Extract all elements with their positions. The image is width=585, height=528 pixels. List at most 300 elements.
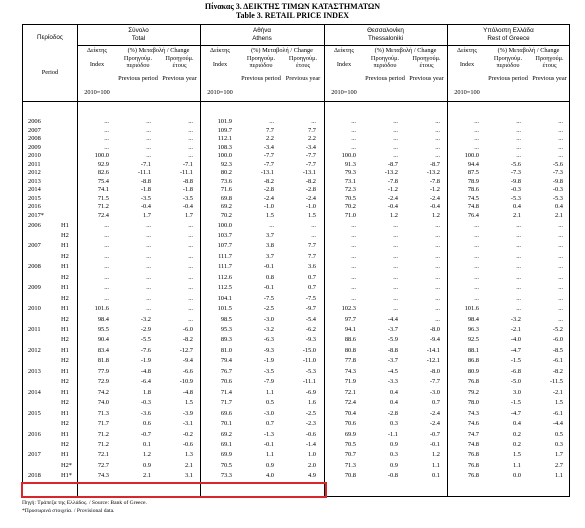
table-cell: -8.8 [387,346,398,354]
table-cell: ... [474,242,479,250]
table-cell: 74.5 [467,194,479,202]
table-row [23,326,570,334]
table-cell: 79.3 [344,169,356,176]
table-cell: ... [146,143,151,151]
subheader-change: (%) Μεταβολή / Change [497,47,560,54]
table-cell: -0.1 [263,284,274,292]
table-cell: 76.4 [467,211,479,219]
table-cell: ... [558,135,563,142]
table-cell: ... [188,284,193,292]
table-cell: ... [435,242,440,250]
table-cell: 77.8 [344,357,356,365]
table-cell: ... [435,118,440,125]
table-cell: ... [516,273,521,281]
table-row [23,152,570,160]
table-cell: -0.3 [552,186,563,193]
table-cell: ... [474,294,479,302]
table-cell: ... [435,263,440,271]
table-cell: 83.4 [97,346,109,354]
table-cell: ... [351,284,356,292]
table-cell: -1.8 [140,186,151,193]
table-cell: ... [351,273,356,281]
group-header-athens-greek: Αθήνα [253,27,271,34]
row-half: H1 [61,305,69,313]
row-half: H1 [61,242,69,250]
table-cell: -0.1 [263,263,274,271]
table-cell: ... [516,221,521,229]
table-cell: -8.0 [429,326,440,333]
table-cell: ... [393,126,398,134]
table-cell: -7.7 [305,160,316,168]
table-row [23,431,570,439]
table-row [23,410,570,418]
table-cell: 1.7 [185,211,193,219]
row-half: H1 [61,346,69,354]
table-cell: -5.6 [552,160,563,168]
row-half: H1 [61,284,69,292]
table-cell: ... [393,118,398,125]
table-cell: ... [146,273,151,281]
table-cell: 2.1 [513,211,521,219]
table-cell: 1.1 [513,461,521,469]
subheader-base: 2010=100 [331,89,357,96]
table-cell: -5.5 [140,336,151,344]
row-year: 2017 [28,451,41,459]
subheader-prev-period-greek: Προηγούμ. περιόδου [123,55,153,69]
table-cell: 72.4 [344,399,356,407]
table-cell: -5.9 [387,336,398,344]
table-cell: 2.1 [185,461,193,469]
table-cell: 70.5 [220,461,232,469]
table-cell: -4.7 [510,409,521,417]
table-cell: ... [146,135,151,142]
table-cell: -13.1 [260,169,274,176]
table-cell: ... [104,118,109,125]
table-cell: -2.4 [429,420,440,428]
table-cell: 71.0 [344,211,356,219]
table-cell: -5.0 [510,378,521,386]
row-year: 2008 [28,263,41,271]
table-row [23,161,570,169]
table-cell: -7.8 [429,177,440,185]
table-cell: 70.5 [344,440,356,448]
table-cell: 72.3 [344,186,356,193]
table-cell: 95.5 [97,326,109,333]
table-cell: -5.3 [305,367,316,375]
table-row [23,472,570,480]
table-cell: ... [474,143,479,151]
table-cell: ... [558,284,563,292]
table-cell: 73.3 [220,472,232,480]
table-cell: ... [188,221,193,229]
table-cell: -7.7 [263,160,274,168]
table-cell: 76.7 [220,367,232,375]
table-cell: 95.3 [220,326,232,333]
table-cell: 74.2 [97,388,109,396]
table-cell: ... [351,231,356,239]
table-cell: -3.7 [387,357,398,365]
subheader-change: (%) Μεταβολή / Change [127,47,190,54]
table-cell: 90.4 [97,336,109,344]
table-row [23,212,570,220]
table-cell: 71.2 [97,440,109,448]
row-half: H2* [61,461,73,469]
row-year: 2018 [28,472,41,480]
table-row [23,357,570,365]
table-cell: ... [351,135,356,142]
table-cell: 78.6 [467,186,479,193]
table-cell: 0.3 [555,440,563,448]
table-cell: 74.6 [467,420,479,428]
table-cell: ... [269,118,274,125]
table-cell: 76.8 [467,461,479,469]
table-cell: 7.7 [308,126,316,134]
table-cell: -0.4 [429,203,440,210]
table-cell: -3.3 [387,378,398,386]
table-cell: -3.7 [387,326,398,333]
table-cell: 74.1 [97,186,109,193]
table-cell: 81.8 [97,357,109,365]
table-cell: 4.9 [308,472,316,480]
subheader-index: Index [459,61,475,68]
table-cell: 3.1 [185,472,193,480]
table-cell: 80.2 [220,169,232,176]
table-cell: -0.2 [182,430,193,438]
table-row [23,186,570,194]
table-cell: ... [104,252,109,260]
table-cell: -0.4 [140,203,151,210]
table-cell: ... [393,305,398,313]
row-half: H1 [61,451,69,459]
table-cell: -3.5 [182,194,193,202]
table-cell: 2.2 [266,135,274,142]
table-cell: -2.4 [429,409,440,417]
table-cell: -0.3 [140,399,151,407]
table-cell: 70.4 [344,409,356,417]
row-year: 2006 [28,118,41,125]
table-cell: -3.1 [182,420,193,428]
table-row [23,420,570,428]
table-cell: ... [188,135,193,142]
table-cell: ... [104,273,109,281]
table-cell: ... [516,143,521,151]
table-cell: ... [188,126,193,134]
table-cell: -0.3 [510,186,521,193]
table-cell: 1.0 [308,451,316,459]
table-cell: -9.3 [263,346,274,354]
table-cell: 101.6 [94,305,109,313]
table-cell: ... [435,126,440,134]
table-cell: -12.7 [179,346,193,354]
table-cell: 79.2 [467,388,479,396]
table-row [23,316,570,324]
table-cell: -11.1 [302,378,316,386]
table-cell: -3.4 [305,143,316,151]
table-row [23,462,570,470]
table-cell: 0.9 [143,461,151,469]
table-cell: -4.5 [387,367,398,375]
row-year: 2015 [28,194,41,202]
row-year: 2011 [28,326,41,333]
table-cell: ... [188,231,193,239]
table-cell: ... [435,135,440,142]
table-cell: 0.1 [143,440,151,448]
table-cell: -1.0 [263,203,274,210]
table-cell: 112.1 [217,135,232,142]
table-cell: -1.5 [510,357,521,365]
table-cell: ... [188,305,193,313]
table-cell: 1.5 [266,211,274,219]
table-cell: -8.2 [263,177,274,185]
table-cell: ... [435,284,440,292]
table-cell: ... [188,252,193,260]
subheader-prev-period-greek: Προηγούμ. περιόδου [370,55,400,69]
table-cell: ... [104,263,109,271]
row-year: 2010 [28,305,41,313]
table-cell: -1.3 [263,430,274,438]
table-cell: 100.0 [94,152,109,159]
table-cell: ... [311,221,316,229]
table-cell: ... [516,126,521,134]
provisional-note: *Προσωρινά στοιχεία. / Provisional data. [22,508,115,514]
table-cell: -4.4 [552,420,563,428]
subheader-prev-year: Previous year [162,75,197,82]
table-cell: ... [146,242,151,250]
table-cell: ... [393,294,398,302]
table-cell: -6.4 [140,378,151,386]
table-cell: 104.1 [217,294,232,302]
subheader-index-greek: Δείκτης [334,47,354,54]
subheader-prev-period-greek: Προηγούμ. περιόδου [493,55,523,69]
table-row [23,135,570,143]
table-cell: -1.2 [387,186,398,193]
table-cell: -1.5 [510,399,521,407]
table-cell: 79.4 [220,357,232,365]
table-cell: 71.3 [97,409,109,417]
table-cell: -7.3 [510,169,521,176]
subheader-prev-period: Previous period [118,75,158,82]
table-cell: 0.4 [555,203,563,210]
table-cell: ... [516,152,521,159]
table-cell: 1.2 [143,451,151,459]
table-cell: -0.6 [182,440,193,448]
table-cell: 70.8 [344,472,356,480]
table-cell: 0.1 [432,472,440,480]
table-cell: ... [558,118,563,125]
table-cell: 97.7 [344,315,356,323]
table-cell: 72.7 [97,461,109,469]
table-cell: 0.9 [266,461,274,469]
table-cell: -1.4 [305,440,316,448]
table-cell: 0.7 [308,273,316,281]
table-cell: 0.7 [308,284,316,292]
table-cell: ... [393,231,398,239]
table-cell: -2.3 [305,420,316,428]
row-half: H2 [61,252,69,260]
table-cell: ... [104,242,109,250]
table-cell: ... [474,252,479,260]
subheader-base: 2010=100 [207,89,233,96]
row-year: 2007 [28,126,41,134]
highlight-box-2018-h1 [21,482,327,498]
table-cell: 1.1 [432,461,440,469]
row-half: H2 [61,399,69,407]
table-cell: 1.7 [555,451,563,459]
table-cell: 88.6 [344,336,356,344]
table-cell: 91.3 [344,160,356,168]
table-cell: 69.9 [344,430,356,438]
table-cell: -2.5 [263,305,274,313]
subheader-prev-year: Previous year [285,75,321,82]
table-row [23,368,570,376]
table-cell: ... [393,284,398,292]
subheader-prev-year: Previous year [409,75,444,82]
table-cell: ... [435,252,440,260]
table-cell: ... [104,294,109,302]
table-cell: 70.7 [344,451,356,459]
subheader-index-greek: Δείκτης [210,47,230,54]
subheader-index: Index [212,61,228,68]
table-cell: -11.1 [179,169,193,176]
table-cell: ... [146,294,151,302]
table-cell: -7.8 [387,177,398,185]
table-cell: -3.4 [263,143,274,151]
subheader-prev-year: Previous year [532,75,567,82]
table-cell: 71.4 [220,388,232,396]
table-row [23,274,570,282]
table-row [23,195,570,203]
table-cell: 72.4 [97,211,109,219]
table-cell: 78.9 [467,177,479,185]
table-cell: 2.0 [308,461,316,469]
table-cell: -8.8 [140,177,151,185]
table-cell: 1.2 [390,211,398,219]
table-cell: 2.1 [555,211,563,219]
table-cell: -7.9 [263,378,274,386]
table-cell: -8.8 [182,177,193,185]
table-cell: -2.4 [387,194,398,202]
table-row [23,203,570,211]
table-cell: 82.6 [97,169,109,176]
table-cell: -2.1 [552,388,563,396]
table-cell: 0.7 [266,420,274,428]
table-cell: 7.7 [266,126,274,134]
table-cell: ... [146,252,151,260]
table-cell: 73.1 [344,177,356,185]
table-cell: -4.8 [182,388,193,396]
table-cell: 94.4 [467,160,479,168]
table-cell: -5.6 [510,160,521,168]
table-row [23,242,570,250]
row-year: 2008 [28,135,41,142]
table-cell: 69.2 [220,203,232,210]
table-cell: 74.8 [467,440,479,448]
table-cell: -8.5 [552,346,563,354]
table-cell: -8.2 [305,177,316,185]
table-cell: -9.7 [305,305,316,313]
table-cell: -4.4 [387,315,398,323]
table-row [23,222,570,230]
table-cell: ... [558,152,563,159]
table-cell: ... [558,242,563,250]
table-cell: ... [393,273,398,281]
table-cell: 69.9 [220,451,232,459]
table-cell: -6.1 [552,357,563,365]
row-year: 2009 [28,284,41,292]
table-cell: 70.2 [344,203,356,210]
table-cell: 69.2 [220,430,232,438]
table-cell: 92.3 [220,160,232,168]
table-cell: 1.5 [513,451,521,459]
table-cell: ... [311,118,316,125]
retail-price-index-table [22,24,570,497]
table-row [23,169,570,177]
table-cell: 100.0 [341,152,356,159]
table-cell: ... [435,221,440,229]
table-cell: -6.3 [263,336,274,344]
table-cell: -3.0 [429,388,440,396]
row-year: 2012 [28,169,41,176]
table-cell: -2.8 [305,186,316,193]
table-cell: ... [146,305,151,313]
table-cell: ... [474,126,479,134]
table-cell: -3.2 [510,315,521,323]
row-half: H1* [61,472,73,480]
table-cell: 1.5 [555,399,563,407]
table-cell: 71.2 [97,203,109,210]
table-cell: ... [351,221,356,229]
table-row [23,118,570,126]
row-year: 2015 [28,409,41,417]
row-half: H2 [61,378,69,386]
table-cell: ... [188,242,193,250]
table-cell: 74.8 [467,203,479,210]
subheader-prev-year-greek: Προηγούμ. έτους [535,55,564,69]
group-header-rest-greek: Υπόλοιπη Ελλάδα [483,27,534,34]
table-cell: ... [146,152,151,159]
table-cell: -7.3 [552,169,563,176]
table-cell: ... [516,294,521,302]
row-half: H2 [61,357,69,365]
table-cell: -7.1 [182,160,193,168]
row-half: H1 [61,263,69,271]
group-header-total-greek: Σύνολο [128,27,149,34]
group-header-athens: Athens [252,35,272,42]
table-cell: 100.0 [217,221,232,229]
table-cell: ... [435,315,440,323]
table-cell: -7.1 [140,160,151,168]
table-cell: 69.1 [220,440,232,448]
row-year: 2017* [28,211,44,219]
table-cell: ... [474,263,479,271]
table-cell: ... [351,242,356,250]
subheader-prev-period: Previous period [241,75,281,82]
subheader-prev-period-greek: Προηγούμ. περιόδου [246,55,276,69]
group-header-thessaloniki: Thessaloniki [368,35,403,42]
table-cell: ... [188,273,193,281]
table-cell: -0.1 [263,440,274,448]
table-cell: 74.0 [97,399,109,407]
subheader-change: (%) Μεταβολή / Change [251,47,313,54]
table-cell: -0.7 [140,430,151,438]
table-row [23,263,570,271]
row-half: H1 [61,430,69,438]
table-row [23,295,570,303]
table-cell: 107.7 [217,242,232,250]
table-cell: ... [104,221,109,229]
table-cell: 73.6 [220,177,232,185]
table-cell: 112.5 [217,284,232,292]
